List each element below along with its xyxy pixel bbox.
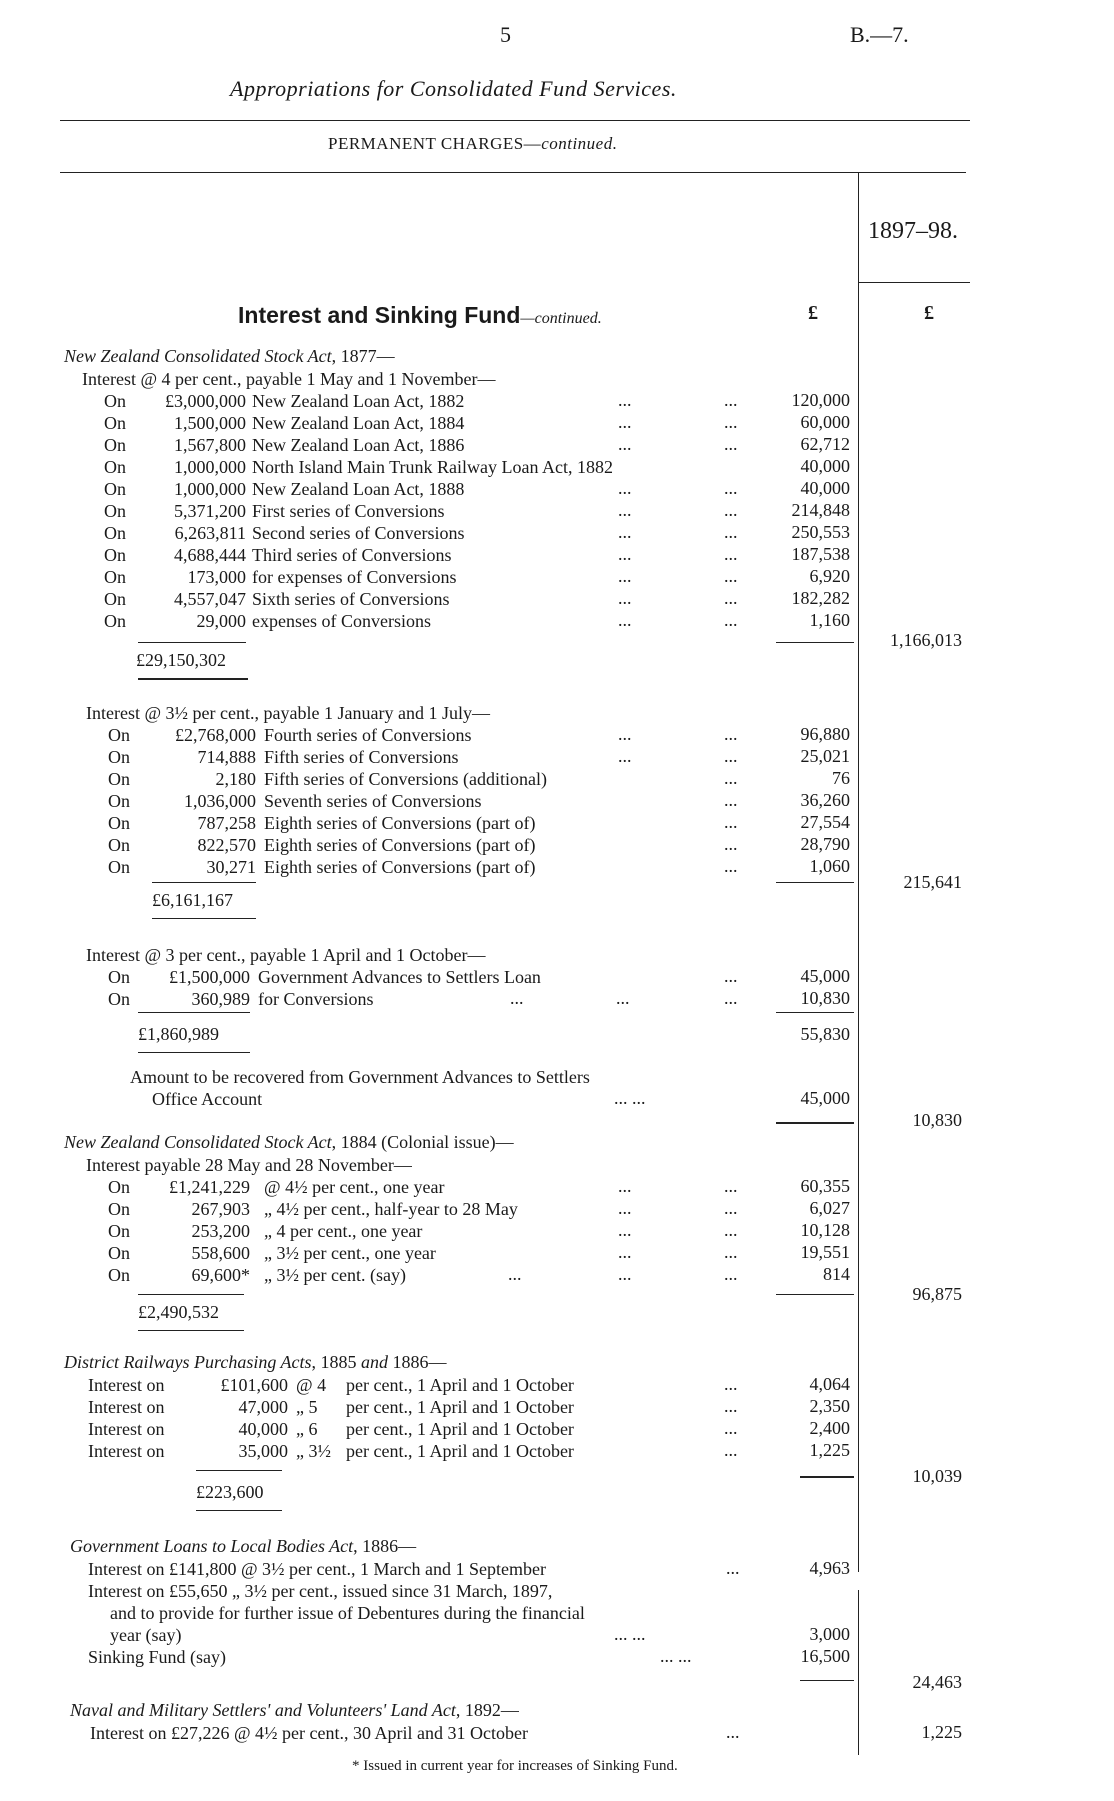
row-rate: „ 3½	[296, 1441, 331, 1461]
row-on-label: On	[108, 769, 130, 789]
row-value: 120,000	[791, 390, 850, 410]
row-on-label: On	[104, 567, 126, 587]
row-amount: £2,768,000	[175, 725, 256, 745]
row-amount: 5,371,200	[174, 501, 246, 521]
dot-leader: ...	[724, 1418, 738, 1438]
dot-leader: ...	[724, 522, 738, 542]
dot-leader: ...	[724, 1242, 738, 1262]
row-amount: 558,600	[191, 1243, 250, 1263]
row-value: 62,712	[800, 434, 850, 454]
row-description: per cent., 1 April and 1 October	[346, 1375, 574, 1395]
row-value: 10,830	[800, 988, 850, 1008]
row-value: 96,880	[800, 724, 850, 744]
row-amount: 35,000	[238, 1441, 288, 1461]
row-on-label: On	[108, 1243, 130, 1263]
act-1884-heading: New Zealand Consolidated Stock Act, 1884 (Colonial issue)—	[64, 1132, 514, 1152]
row-value: 40,000	[800, 478, 850, 498]
dot-leader: ...	[618, 522, 632, 542]
dot-leader: ...	[618, 544, 632, 564]
row-value: 6,027	[809, 1198, 850, 1218]
row-amount: 4,557,047	[174, 589, 246, 609]
dot-leader: ...	[724, 768, 738, 788]
row-description: New Zealand Loan Act, 1888	[252, 479, 465, 499]
interest-3pc-line: Interest @ 3 per cent., payable 1 April and 1 October—	[86, 945, 486, 965]
dot-leader: ...	[724, 856, 738, 876]
row-description: for expenses of Conversions	[252, 567, 457, 587]
dot-leader: ...	[618, 1242, 632, 1262]
dot-leader: ...	[724, 834, 738, 854]
row-description: per cent., 1 April and 1 October	[346, 1397, 574, 1417]
row-on-label: On	[108, 813, 130, 833]
interest-3.5pc-sum: £6,161,167	[152, 890, 233, 910]
district-railways-heading: District Railways Purchasing Acts, 1885 and 1886—	[64, 1352, 447, 1372]
row-value: 76	[832, 768, 850, 788]
row-amount: 47,000	[238, 1397, 288, 1417]
settlers-land-total: 1,225	[921, 1722, 962, 1742]
page-title: Appropriations for Consolidated Fund Services.	[230, 76, 677, 101]
row-value: 36,260	[800, 790, 850, 810]
act-1884-sum: £2,490,532	[138, 1302, 219, 1322]
dot-leader: ...	[724, 566, 738, 586]
row-on-label: On	[104, 391, 126, 411]
row-value: 60,000	[800, 412, 850, 432]
row-on-label: On	[104, 413, 126, 433]
dot-leader: ...	[724, 1264, 738, 1284]
district-railways-total: 10,039	[912, 1466, 962, 1486]
row-interest-label: Interest on	[88, 1441, 165, 1461]
dot-leader: ...	[618, 1176, 632, 1196]
row-rate: „ 5	[296, 1397, 318, 1417]
dot-leader: ...	[618, 588, 632, 608]
row-description: Fifth series of Conversions	[264, 747, 459, 767]
row-amount: 822,570	[197, 835, 256, 855]
interest-3.5pc-line: Interest @ 3½ per cent., payable 1 January and 1 July—	[86, 703, 490, 723]
local-bodies-value-2: 3,000	[809, 1624, 850, 1644]
row-description: Eighth series of Conversions (part of)	[264, 813, 536, 833]
dot-leader: ...	[724, 412, 738, 432]
dot-leader: ...	[724, 812, 738, 832]
row-rate: „ 4½ per cent., half-year to 28 May	[264, 1199, 518, 1219]
dot-leader: ...	[618, 478, 632, 498]
row-description: Sixth series of Conversions	[252, 589, 450, 609]
row-amount: 40,000	[238, 1419, 288, 1439]
row-value: 1,160	[809, 610, 850, 630]
row-amount: 714,888	[197, 747, 256, 767]
row-rate: @ 4½ per cent., one year	[264, 1177, 445, 1197]
local-bodies-line-2c: year (say)	[110, 1625, 182, 1645]
row-on-label: On	[108, 747, 130, 767]
row-on-label: On	[104, 523, 126, 543]
dot-leader: ...	[724, 966, 738, 986]
row-amount: 1,567,800	[174, 435, 246, 455]
row-on-label: On	[104, 589, 126, 609]
district-railways-sum: £223,600	[196, 1482, 264, 1502]
row-value: 40,000	[800, 456, 850, 476]
row-amount: 30,271	[206, 857, 256, 877]
dot-leader: ...	[618, 1264, 632, 1284]
row-on-label: On	[104, 457, 126, 477]
interest-3pc-total: 10,830	[912, 1110, 962, 1130]
pound-total-header: £	[924, 302, 934, 324]
row-description: Second series of Conversions	[252, 523, 465, 543]
row-on-label: On	[104, 611, 126, 631]
row-description: Fifth series of Conversions (additional)	[264, 769, 547, 789]
row-interest-label: Interest on	[88, 1397, 165, 1417]
row-description: per cent., 1 April and 1 October	[346, 1441, 574, 1461]
dot-leader: ...	[724, 746, 738, 766]
act-1884-total: 96,875	[912, 1284, 962, 1304]
local-bodies-total: 24,463	[912, 1672, 962, 1692]
row-amount: 787,258	[197, 813, 256, 833]
dot-leader: ...	[724, 500, 738, 520]
local-bodies-line-2b: and to provide for further issue of Debentures during the financial	[110, 1603, 585, 1623]
dot-leader: ...	[724, 1198, 738, 1218]
document-reference: B.—7.	[850, 22, 909, 47]
row-value: 187,538	[791, 544, 850, 564]
sinking-fund-line: Sinking Fund (say)	[88, 1647, 227, 1667]
row-value: 2,350	[809, 1396, 850, 1416]
row-amount: 1,500,000	[174, 413, 246, 433]
interest-3.5pc-total: 215,641	[903, 872, 962, 892]
dot-leader: ...	[724, 790, 738, 810]
section-heading: Interest and Sinking Fund—continued.	[238, 302, 602, 328]
row-value: 6,920	[809, 566, 850, 586]
row-description: New Zealand Loan Act, 1884	[252, 413, 465, 433]
dot-leader: ...	[724, 610, 738, 630]
row-description: Government Advances to Settlers Loan	[258, 967, 541, 987]
row-description: for Conversions	[258, 989, 374, 1009]
row-on-label: On	[108, 835, 130, 855]
dot-leader: ...	[618, 724, 632, 744]
dot-leader: ...	[618, 610, 632, 630]
dot-leader: ...	[616, 988, 630, 1008]
row-value: 10,128	[800, 1220, 850, 1240]
row-amount: 1,036,000	[184, 791, 256, 811]
row-description: New Zealand Loan Act, 1886	[252, 435, 465, 455]
dot-leader: ...	[618, 746, 632, 766]
dot-leader: ...	[724, 390, 738, 410]
row-rate: „ 3½ per cent. (say)	[264, 1265, 406, 1285]
recovery-value: 45,000	[800, 1088, 850, 1108]
local-bodies-line-2a: Interest on £55,650 „ 3½ per cent., issued since 31 March, 1897,	[88, 1581, 553, 1601]
dot-leader: ...	[618, 434, 632, 454]
dot-leader: ...	[724, 478, 738, 498]
row-value: 25,021	[800, 746, 850, 766]
row-amount: 29,000	[196, 611, 246, 631]
recovery-line-2: Office Account	[152, 1089, 263, 1109]
row-value: 250,553	[791, 522, 850, 542]
row-description: Fourth series of Conversions	[264, 725, 472, 745]
row-amount: 1,000,000	[174, 457, 246, 477]
dot-leader: ...	[618, 390, 632, 410]
dot-leader: ...	[618, 412, 632, 432]
act-1877-sum: £29,150,302	[136, 650, 226, 670]
row-amount: 2,180	[215, 769, 256, 789]
row-value: 1,060	[809, 856, 850, 876]
row-description: expenses of Conversions	[252, 611, 431, 631]
page-subtitle: PERMANENT CHARGES—continued.	[328, 134, 618, 153]
sinking-fund-value: 16,500	[800, 1646, 850, 1666]
row-on-label: On	[108, 857, 130, 877]
row-description: New Zealand Loan Act, 1882	[252, 391, 465, 411]
interest-28-may-line: Interest payable 28 May and 28 November—	[86, 1155, 412, 1175]
row-value: 60,355	[800, 1176, 850, 1196]
row-value: 214,848	[791, 500, 850, 520]
local-bodies-line-1: Interest on £141,800 @ 3½ per cent., 1 March and 1 September	[88, 1559, 546, 1579]
row-description: per cent., 1 April and 1 October	[346, 1419, 574, 1439]
row-description: Third series of Conversions	[252, 545, 452, 565]
row-amount: 267,903	[191, 1199, 250, 1219]
row-value: 4,064	[809, 1374, 850, 1394]
row-interest-label: Interest on	[88, 1375, 165, 1395]
local-bodies-value-1: 4,963	[809, 1558, 850, 1578]
row-rate: „ 6	[296, 1419, 318, 1439]
dot-leader: ...	[510, 988, 524, 1008]
row-value: 2,400	[809, 1418, 850, 1438]
row-on-label: On	[108, 1199, 130, 1219]
row-interest-label: Interest on	[88, 1419, 165, 1439]
row-value: 182,282	[791, 588, 850, 608]
dot-leader: ...	[724, 1220, 738, 1240]
row-amount: £1,241,229	[169, 1177, 250, 1197]
dot-leader: ...	[724, 988, 738, 1008]
page-number: 5	[500, 22, 511, 47]
row-description: North Island Main Trunk Railway Loan Act, 1882	[252, 457, 613, 477]
row-amount: £1,500,000	[169, 967, 250, 987]
row-description: Seventh series of Conversions	[264, 791, 482, 811]
dot-leader: ...	[618, 500, 632, 520]
row-on-label: On	[104, 545, 126, 565]
dot-leader: ...	[618, 1220, 632, 1240]
settlers-land-line: Interest on £27,226 @ 4½ per cent., 30 April and 31 October	[90, 1723, 528, 1743]
row-on-label: On	[104, 435, 126, 455]
row-on-label: On	[108, 791, 130, 811]
local-bodies-heading: Government Loans to Local Bodies Act, 1886—	[70, 1536, 417, 1556]
act-1877-heading: New Zealand Consolidated Stock Act, 1877—	[64, 346, 395, 366]
row-on-label: On	[108, 967, 130, 987]
row-amount: 6,263,811	[174, 523, 246, 543]
interest-4pc-line: Interest @ 4 per cent., payable 1 May and 1 November—	[82, 369, 496, 389]
dot-leader: ...	[724, 1440, 738, 1460]
row-amount: 1,000,000	[174, 479, 246, 499]
row-description: Eighth series of Conversions (part of)	[264, 835, 536, 855]
row-amount: 173,000	[187, 567, 246, 587]
row-amount: 69,600*	[191, 1265, 250, 1285]
row-value: 28,790	[800, 834, 850, 854]
row-amount: 360,989	[191, 989, 250, 1009]
row-description: First series of Conversions	[252, 501, 445, 521]
year-column-header: 1897–98.	[868, 218, 958, 244]
row-amount: 4,688,444	[174, 545, 246, 565]
settlers-land-heading: Naval and Military Settlers' and Volunteers' Land Act, 1892—	[70, 1700, 519, 1720]
row-on-label: On	[108, 1265, 130, 1285]
dot-leader: ...	[618, 566, 632, 586]
row-value: 27,554	[800, 812, 850, 832]
row-on-label: On	[108, 1221, 130, 1241]
dot-leader: ...	[724, 1396, 738, 1416]
row-description: Eighth series of Conversions (part of)	[264, 857, 536, 877]
row-amount: 253,200	[191, 1221, 250, 1241]
dot-leader: ...	[724, 434, 738, 454]
row-value: 814	[823, 1264, 850, 1284]
footnote: * Issued in current year for increases of Sinking Fund.	[352, 1758, 678, 1774]
row-rate: „ 3½ per cent., one year	[264, 1243, 436, 1263]
row-value: 19,551	[800, 1242, 850, 1262]
dot-leader: ...	[724, 588, 738, 608]
row-value: 45,000	[800, 966, 850, 986]
recovery-line-1: Amount to be recovered from Government Advances to Settlers	[130, 1067, 590, 1087]
pound-column-header: £	[808, 302, 818, 324]
row-on-label: On	[104, 501, 126, 521]
dot-leader: ...	[724, 1176, 738, 1196]
row-amount: £101,600	[220, 1375, 288, 1395]
row-rate: „ 4 per cent., one year	[264, 1221, 423, 1241]
dot-leader: ...	[618, 1198, 632, 1218]
interest-3pc-subtotal: 55,830	[800, 1024, 850, 1044]
row-on-label: On	[108, 725, 130, 745]
dot-leader: ...	[724, 544, 738, 564]
row-value: 1,225	[809, 1440, 850, 1460]
row-amount: £3,000,000	[165, 391, 246, 411]
interest-3pc-sum: £1,860,989	[138, 1024, 219, 1044]
act-1877-total: 1,166,013	[890, 630, 962, 650]
row-rate: @ 4	[296, 1375, 327, 1395]
dot-leader: ...	[724, 724, 738, 744]
row-on-label: On	[108, 1177, 130, 1197]
row-on-label: On	[104, 479, 126, 499]
dot-leader: ...	[724, 1374, 738, 1394]
dot-leader: ...	[508, 1264, 522, 1284]
row-on-label: On	[108, 989, 130, 1009]
